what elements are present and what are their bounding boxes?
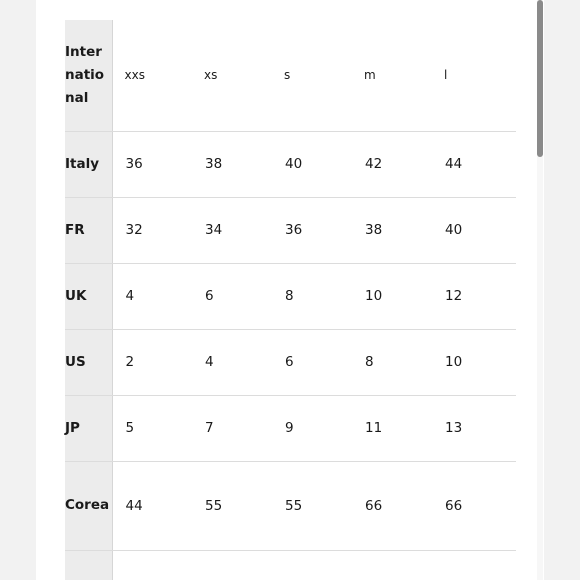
table-cell: 11: [352, 395, 432, 461]
table-cell: 10: [352, 263, 432, 329]
row-header-corea: Corea: [65, 461, 112, 550]
table-cell: 12: [432, 263, 516, 329]
table-row-corea: [65, 461, 516, 550]
table-cell: 34: [192, 197, 272, 263]
table-cell: 40: [272, 131, 352, 197]
table-cell: 9: [272, 395, 352, 461]
size-header-cell: s: [272, 20, 352, 131]
row-header-international: International: [65, 20, 112, 131]
table-cell: 55: [192, 461, 272, 550]
table-cell: 55: [272, 461, 352, 550]
row-header-fr: FR: [65, 197, 112, 263]
table-cell: [112, 550, 192, 580]
table-cell: 6: [272, 329, 352, 395]
size-header-cell: m: [352, 20, 432, 131]
table-cell: [272, 550, 352, 580]
table-cell: 13: [432, 395, 516, 461]
size-chart-panel: [36, 0, 544, 580]
table-row-partial: [65, 550, 516, 580]
table-cell: 4: [112, 263, 192, 329]
table-cell: 10: [432, 329, 516, 395]
table-cell: 2: [112, 329, 192, 395]
table-row-fr: [65, 197, 516, 263]
table-cell: 44: [432, 131, 516, 197]
table-header-row: [65, 20, 516, 131]
row-header-uk: UK: [65, 263, 112, 329]
table-cell: 66: [352, 461, 432, 550]
size-conversion-table: [65, 20, 516, 580]
table-cell: 38: [352, 197, 432, 263]
row-header-italy: Italy: [65, 131, 112, 197]
table-cell: [192, 550, 272, 580]
table-cell: 42: [352, 131, 432, 197]
size-header-cell: l: [432, 20, 516, 131]
row-header-us: US: [65, 329, 112, 395]
table-cell: 4: [192, 329, 272, 395]
table-cell: 36: [112, 131, 192, 197]
table-cell: 8: [272, 263, 352, 329]
row-header-jp: JP: [65, 395, 112, 461]
table-cell: 38: [192, 131, 272, 197]
table-cell: 5: [112, 395, 192, 461]
table-cell: 7: [192, 395, 272, 461]
table-row-jp: [65, 395, 516, 461]
table-cell: [432, 550, 516, 580]
table-cell: 32: [112, 197, 192, 263]
size-header-cell: xxs: [112, 20, 192, 131]
table-cell: [352, 550, 432, 580]
table-cell: 8: [352, 329, 432, 395]
table-cell: 40: [432, 197, 516, 263]
table-row-uk: [65, 263, 516, 329]
table-row-italy: [65, 131, 516, 197]
table-cell: 6: [192, 263, 272, 329]
table-row-us: [65, 329, 516, 395]
table-cell: 66: [432, 461, 516, 550]
table-cell: 36: [272, 197, 352, 263]
table-cell: 44: [112, 461, 192, 550]
size-header-cell: xs: [192, 20, 272, 131]
row-header-partial: [65, 550, 112, 580]
vertical-scrollbar-thumb[interactable]: [537, 0, 543, 157]
